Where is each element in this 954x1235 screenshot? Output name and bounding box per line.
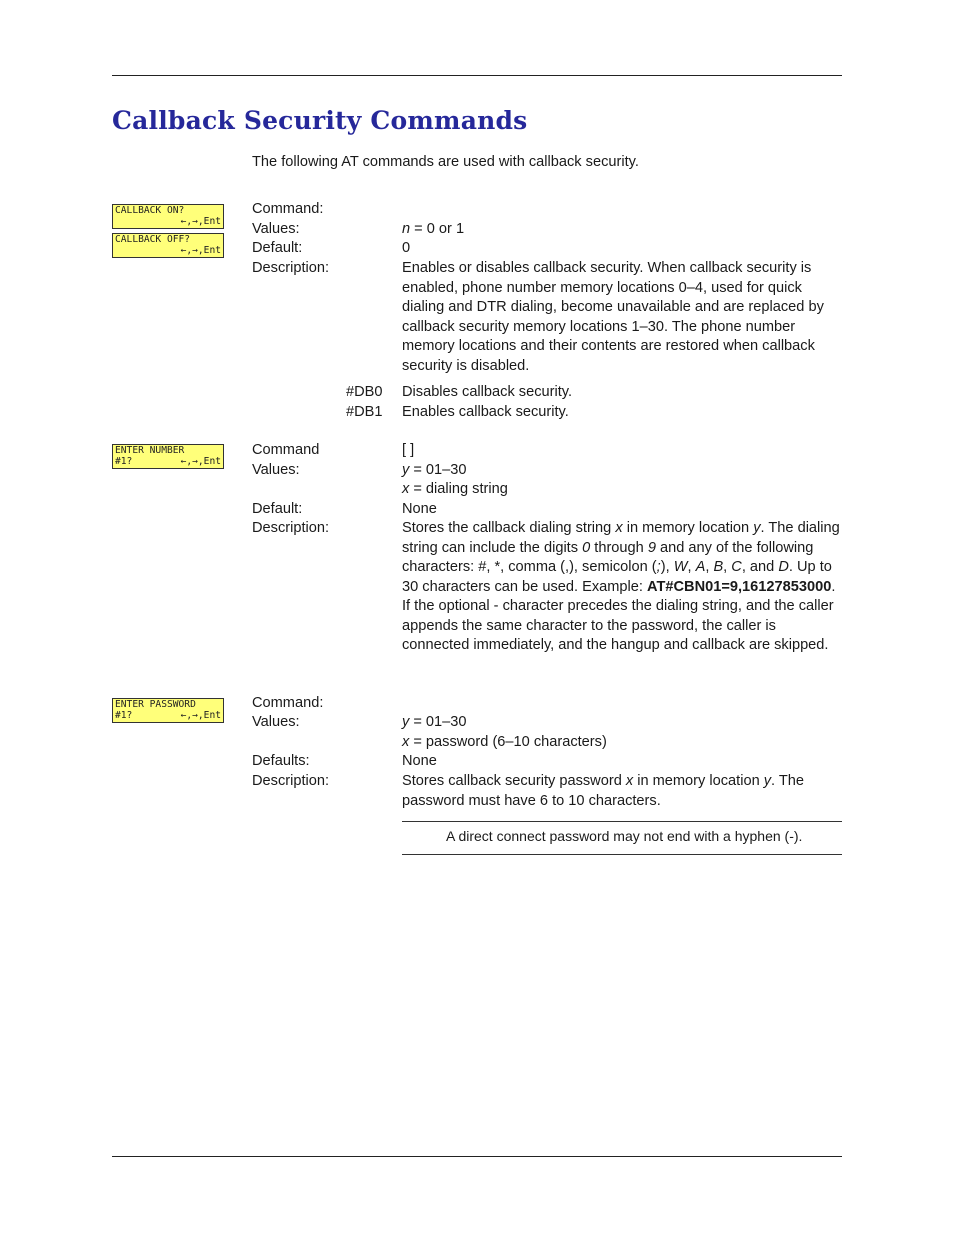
var-x: x xyxy=(615,520,623,536)
char-w: W xyxy=(673,559,688,575)
values-rest: = 0 or 1 xyxy=(410,221,465,237)
description-paragraph: Enables or disables callback security. When callback security is enabled, phone number memory locations 0–4, used for quick dialing and DTR dialing, become unavailable and are replaced by callback security memory locations 1–30. The phone number memory locations and their contents are restored when callback security is disabled. xyxy=(402,260,824,374)
lcd-keys: ←,→,Ent xyxy=(180,709,221,721)
label-description: Description: xyxy=(252,773,330,789)
note-text: A direct connect password may not end with a hyphen (-). xyxy=(446,828,803,844)
lcd-prompt: #1? xyxy=(115,709,133,721)
lcd-line-1: CALLBACK OFF? xyxy=(115,234,191,245)
text-run: ), xyxy=(660,559,674,575)
digit-0: 0 xyxy=(582,539,591,556)
lcd-callback-on xyxy=(112,204,224,229)
var-y: y xyxy=(753,520,761,536)
values-rest: = password (6–10 characters) xyxy=(409,734,607,750)
label-command: Command: xyxy=(252,201,324,217)
label-values: Values: xyxy=(252,714,300,730)
char-d: D xyxy=(778,559,789,575)
lcd-line-2 xyxy=(115,711,221,722)
label-command: Command xyxy=(252,442,320,458)
default-value: None xyxy=(402,501,437,517)
note-bottom-rule xyxy=(402,854,842,855)
text-run: , xyxy=(687,559,696,575)
command-value: [ ] xyxy=(402,442,415,458)
lcd-line-2: ←,→,Ent xyxy=(180,215,221,227)
values-line-1 xyxy=(402,461,467,481)
footer-rule xyxy=(112,1156,842,1157)
page-title: Callback Security Commands xyxy=(112,106,528,135)
note-top-rule xyxy=(402,821,842,822)
lcd-line-1: CALLBACK ON? xyxy=(115,205,185,216)
text-run: . The password must have 6 to 10 characters. xyxy=(402,773,805,809)
char-semicolon: ; xyxy=(656,559,661,575)
var-x: x xyxy=(402,734,410,750)
text-run: Stores callback security password xyxy=(402,773,626,789)
var-n: n xyxy=(402,221,411,237)
lcd-enter-number xyxy=(112,444,224,469)
char-a: A xyxy=(695,559,706,575)
label-defaults: Defaults: xyxy=(252,753,310,769)
lcd-callback-off xyxy=(112,233,224,258)
default-value: 0 xyxy=(402,240,411,256)
lcd-prompt: #1? xyxy=(115,455,133,467)
values-line-2 xyxy=(402,733,607,753)
var-x: x xyxy=(625,773,634,789)
intro-text: The following AT commands are used with callback security. xyxy=(252,154,639,170)
option-text: Disables callback security. xyxy=(402,384,573,400)
lcd-line-2 xyxy=(115,457,221,468)
default-value: None xyxy=(402,753,437,769)
text-run: , xyxy=(723,559,732,575)
text-run: in memory location xyxy=(622,520,754,536)
values-rest: = dialing string xyxy=(409,481,508,497)
option-code: #DB1 xyxy=(346,404,383,420)
text-run: . The dialing string can include the digits xyxy=(402,520,840,556)
text-run: through xyxy=(590,539,648,556)
label-default: Default: xyxy=(252,501,303,517)
description-paragraph xyxy=(402,519,842,656)
values-text xyxy=(402,220,464,240)
values-line-1 xyxy=(402,713,467,733)
text-run: , and xyxy=(741,559,779,575)
option-text: Enables callback security. xyxy=(402,404,569,420)
var-y: y xyxy=(402,714,410,730)
example-command: AT#CBN01=9,16127853000 xyxy=(647,578,832,595)
var-y: y xyxy=(763,773,772,789)
header-rule xyxy=(112,75,842,76)
lcd-line-2: ←,→,Ent xyxy=(180,244,221,256)
var-x: x xyxy=(402,481,410,497)
digit-9: 9 xyxy=(647,539,656,556)
lcd-keys: ←,→,Ent xyxy=(180,455,221,467)
char-c: C xyxy=(731,559,742,575)
var-y: y xyxy=(402,462,410,478)
label-default: Default: xyxy=(252,240,303,256)
lcd-line-1: ENTER PASSWORD xyxy=(115,699,196,710)
label-values: Values: xyxy=(252,462,300,478)
text-run: and any of the following characters: #, *, comma (,), semicolon ( xyxy=(402,539,814,575)
description-text xyxy=(402,519,842,656)
description-text xyxy=(402,259,842,376)
text-run: Stores the callback dialing string xyxy=(402,520,616,536)
values-rest: = 01–30 xyxy=(409,714,467,730)
label-command: Command: xyxy=(252,695,324,711)
text-run: , xyxy=(705,559,714,575)
text-run: . If the optional - character precedes the dialing string, and the caller appends the same character to the password, the caller is connected immediately, and the hangup and callback are skipped. xyxy=(402,578,836,653)
label-values: Values: xyxy=(252,221,300,237)
option-code: #DB0 xyxy=(346,384,383,400)
label-description: Description: xyxy=(252,520,330,536)
label-description: Description: xyxy=(252,260,330,276)
text-run: in memory location xyxy=(633,773,764,789)
values-line-2 xyxy=(402,480,508,500)
description-text xyxy=(402,772,842,811)
values-rest: = 01–30 xyxy=(409,462,467,478)
lcd-enter-password xyxy=(112,698,224,723)
description-paragraph xyxy=(402,772,842,811)
char-b: B xyxy=(713,559,724,575)
lcd-line-1: ENTER NUMBER xyxy=(115,445,185,456)
text-run: . Up to 30 characters can be used. Example: xyxy=(402,559,832,595)
